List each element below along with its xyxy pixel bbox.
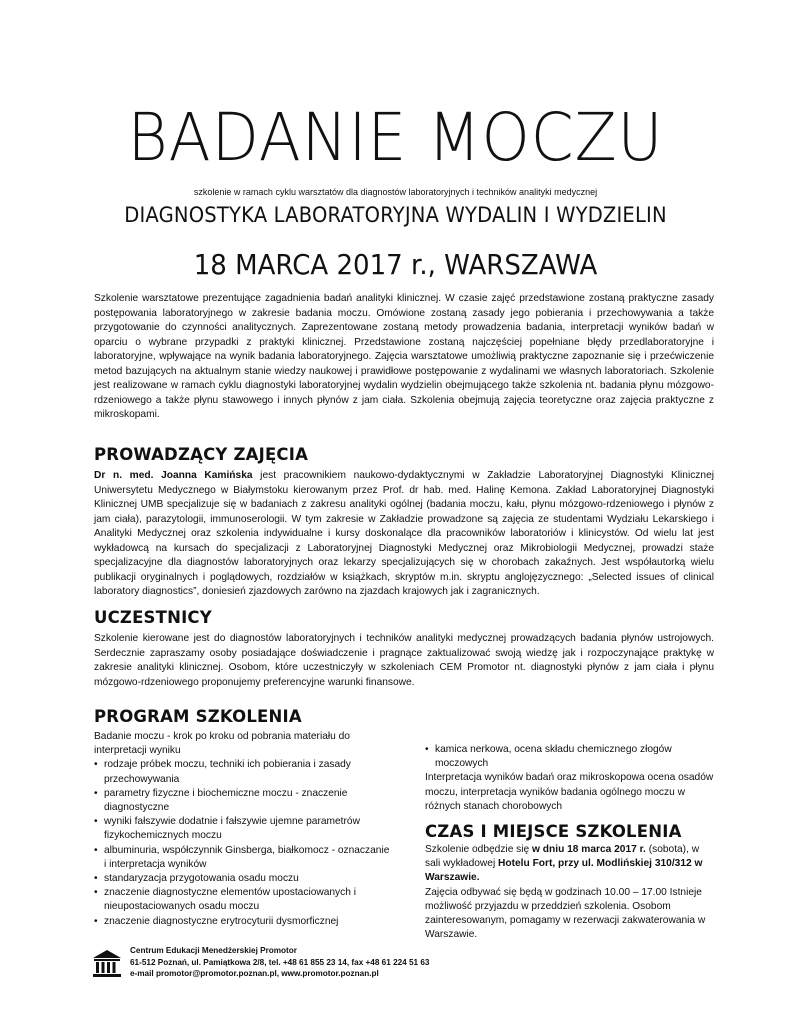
program-list-continued xyxy=(425,743,717,771)
program-item: • wyniki fałszywie dodatnie i fałszywie ujemne parametrów fizykochemicznych moczu xyxy=(94,815,394,843)
program-interpretation: Interpretacja wyników badań oraz mikroskopowa ocena osadów moczu, interpretacja wyników badania ogólnego moczu w różnych stanach chorobowych xyxy=(425,772,714,812)
time-text-c: (sobota), w sali wykładowej xyxy=(425,844,700,870)
participants-heading: UCZESTNICY xyxy=(94,608,212,627)
instructor-bio: jest pracownikiem naukowo-dydaktycznymi w Zakładzie Laboratoryjnej Diagnostyki Klinicznej Uniwersytetu Medycznego w Białymstoku kierowanym przez Prof. dr hab. med. Halinę Kemona. Zakład Laboratoryjnej Diagnostyki Klinicznej UMB specjalizuje się w badaniach z zakresu analityki ogólnej (badania moczu, kału, płynu mózgowo-rdzeniowego i płynów z jam ciała), parazytologii, immunoserologii. W tym zakresie w Zakładzie prowadzone są zajęcia ze studentami Wydziału Lekarskiego i Analityki Medycznej oraz szkolenia indywidualne i kursy doskonalące dla pracowników laboratoriów i klinicystów. Od wielu lat jest wykładowcą na kursach do specjalizacji z Laboratoryjnej Diagnostyki Medycznej oraz Mikrobiologii Medycznej, prowadzi staże specjalizacyjne dla diagnostów laboratoryjnych oraz lekarzy specjalizujących się w chorobach zakaźnych. Jest współautorką wielu publikacji oryginalnych i poglądowych, rozdziałów w książkach, skryptów m.in. skryptu anglojęzycznego: „Selected issues of clinical laboratory diagnostics”, doniesień zjazdowych zarówno na zjazdach krajowych jak i zagranicznych. xyxy=(94,470,714,597)
page-title: BADANIE MOCZU xyxy=(127,99,664,176)
event-venue: Hotelu Fort, przy ul. Modlińskiej 310/312 w Warszawie. xyxy=(425,858,703,884)
footer-org: Centrum Edukacji Menedżerskiej Promotor xyxy=(130,946,297,955)
date-place: 18 MARCA 2017 r., WARSZAWA xyxy=(193,248,598,281)
building-columns-icon xyxy=(92,949,122,979)
series-title: DIAGNOSTYKA LABORATORYJNA WYDALIN I WYDZIELIN xyxy=(124,203,667,227)
program-item: • albuminuria, współczynnik Ginsberga, białkomocz - oznaczanie i interpretacja wyników xyxy=(94,844,394,872)
footer-address: 61-512 Poznań, ul. Pamiątkowa 2/8, tel. +48 61 855 23 14, fax +48 61 224 51 63 xyxy=(130,957,430,967)
program-item: • rodzaje próbek moczu, techniki ich pobierania i zasady przechowywania xyxy=(94,758,394,786)
program-item: • standaryzacja przygotowania osadu moczu xyxy=(94,872,394,886)
program-item: • znaczenie diagnostyczne elementów upostaciowanych i nieupostaciowanych osadu moczu xyxy=(94,886,394,914)
program-left-column xyxy=(94,730,394,929)
program-item: • kamica nerkowa, ocena składu chemicznego złogów moczowych xyxy=(425,743,717,771)
time-place-paragraph xyxy=(425,843,717,886)
instructor-name: Dr n. med. Joanna Kamińska xyxy=(94,470,253,481)
series-subnote: szkolenie w ramach cyklu warsztatów dla diagnostów laboratoryjnych i techników analityki medycznej xyxy=(193,187,598,197)
time-place-text xyxy=(425,843,717,942)
instructor-heading: PROWADZĄCY ZAJĘCIA xyxy=(94,445,309,464)
footer xyxy=(92,945,492,985)
program-right-column xyxy=(425,743,717,814)
event-date: w dniu 18 marca 2017 r. xyxy=(532,844,646,855)
time-place-heading: CZAS I MIEJSCE SZKOLENIA xyxy=(425,822,682,841)
footer-contact: e-mail promotor@promotor.poznan.pl, www.promotor.poznan.pl xyxy=(130,969,379,978)
time-text-a: Szkolenie odbędzie się xyxy=(425,844,533,855)
program-intro: Badanie moczu - krok po kroku od pobrania materiału do interpretacji wyniku xyxy=(94,731,350,757)
intro-paragraph: Szkolenie warsztatowe prezentujące zagadnienia badań analityki klinicznej. W czasie zajęć przedstawione zostaną praktyczne zasady postępowania laboratoryjnego w zakresie badania moczu. Omówione zostaną zasady jego pobierania i przechowywania a także przygotowanie do czynności analitycznych. Zaprezentowane zostaną metody prowadzenia badania, interpretacji wyników badań w oparciu o wybrane przypadki z praktyki klinicznej. Przedstawione zostaną najczęściej popełniane błędy przedlaboratoryjne i laboratoryjne, wpływające na wynik badania laboratoryjnego. Zajęcia warsztatowe umożliwią praktyczne zapoznanie się i przećwiczenie metod bazujących na aktualnym stanie wiedzy naukowej i prawidłowe postępowanie z wydalinami we własnych laboratoriach. Szkolenie jest realizowane w ramach cyklu diagnostyki laboratoryjnej wydalin wydzielin obejmującego także szkolenia nt. badania płynu mózgowo-rdzeniowego a także płynu stawowego i innych płynów z jam ciała. Szkolenia obejmują zajęcia teoretyczne oraz zajęcia praktyczne z mikroskopami. xyxy=(94,293,714,420)
program-list xyxy=(94,758,394,928)
program-item: • znaczenie diagnostyczne erytrocyturii dysmorficznej xyxy=(94,915,394,929)
participants-paragraph: Szkolenie kierowane jest do diagnostów laboratoryjnych i techników analityki medycznej prowadzących badania płynów ustrojowych. Serdecznie zapraszamy osoby posiadające doświadczenie i pragnące zaktualizować swoją wiedzę jak i rozpoczynające praktykę w zakresie analityki klinicznej. Osobom, które uczestniczyły w szkoleniach CEM Promotor nt. diagnostyki płynów z jam ciała i płynu mózgowo-rdzeniowego proponujemy preferencyjne warunki finansowe. xyxy=(94,633,714,688)
hours-paragraph: Zajęcia odbywać się będą w godzinach 10.00 – 17.00 Istnieje możliwość przyjazdu w przeddzień szkolenia. Osobom zainteresowanym, pomagamy w rezerwacji zakwaterowania w Warszawie. xyxy=(425,886,706,941)
program-item: • parametry fizyczne i biochemiczne moczu - znaczenie diagnostyczne xyxy=(94,787,394,815)
program-heading: PROGRAM SZKOLENIA xyxy=(94,707,302,726)
instructor-paragraph xyxy=(94,469,714,600)
footer-text xyxy=(130,945,430,980)
